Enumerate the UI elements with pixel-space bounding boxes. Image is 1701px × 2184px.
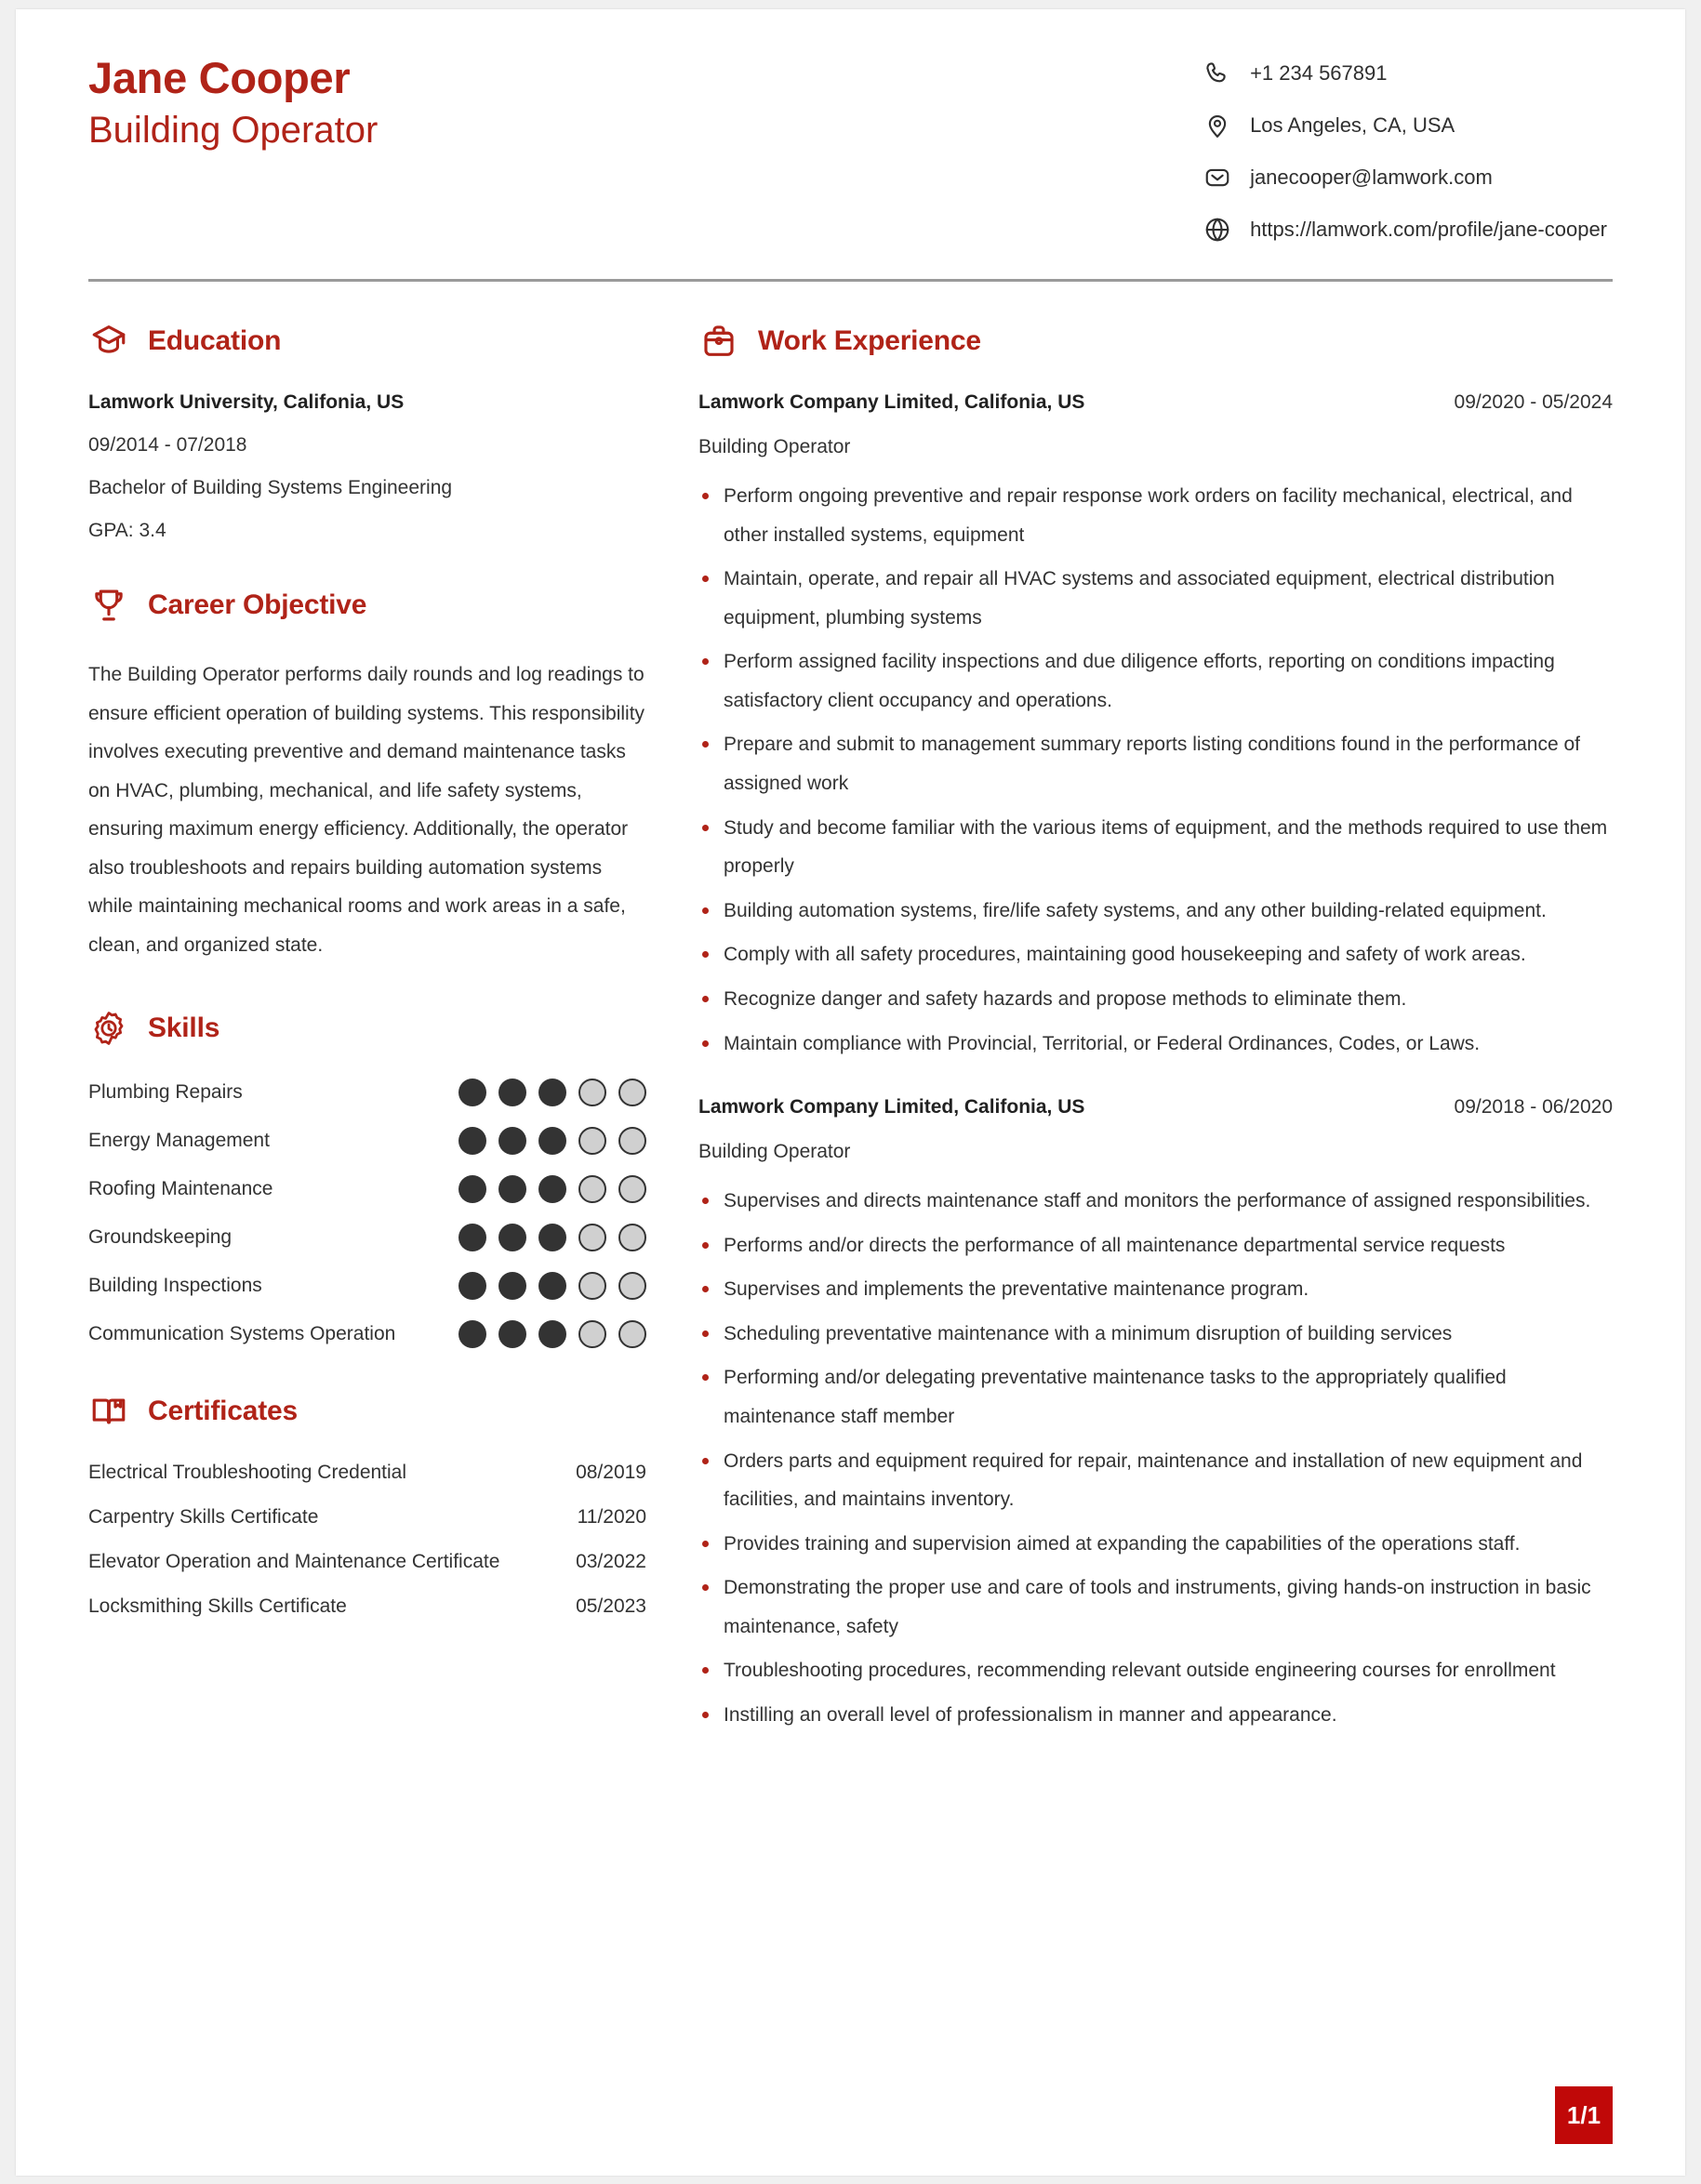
contact-website [1202, 214, 1607, 245]
skill-name: Communication Systems Operation [88, 1322, 396, 1344]
full-name: Jane Cooper [88, 53, 351, 102]
job-bullet: Recognize danger and safety hazards and propose methods to eliminate them. [698, 980, 1613, 1019]
certificate-row [88, 1595, 646, 1618]
open-book-icon [88, 1391, 129, 1432]
job-bullet: Provides training and supervision aimed at expanding the capabilities of the operations staff. [698, 1525, 1613, 1564]
certificate-date: 03/2022 [576, 1550, 646, 1572]
identity-block [88, 45, 378, 153]
phone-value: +1 234 567891 [1250, 61, 1388, 85]
certificate-row [88, 1551, 646, 1573]
job-header [698, 391, 1613, 414]
work-experience-title: Work Experience [758, 325, 981, 356]
rating-dot-filled [458, 1127, 486, 1155]
right-column [698, 321, 1613, 1778]
rating-dot-empty [618, 1320, 646, 1348]
rating-dot-filled [538, 1272, 566, 1300]
job-bullet: Prepare and submit to management summary reports listing conditions found in the performance of assigned work [698, 725, 1613, 802]
rating-dot-empty [578, 1079, 606, 1106]
job-bullet: Perform assigned facility inspections and due diligence efforts, reporting on conditions impacting satisfactory client occupancy and operations. [698, 642, 1613, 720]
certificate-row [88, 1462, 646, 1484]
certificate-date: 05/2023 [576, 1595, 646, 1617]
page-indicator-badge: 1/1 [1555, 2086, 1613, 2144]
rating-dot-filled [538, 1224, 566, 1251]
phone-icon [1202, 58, 1233, 89]
job-bullet: Scheduling preventative maintenance with a minimum disruption of building services [698, 1315, 1613, 1354]
resume-header [88, 9, 1613, 245]
skill-row [88, 1320, 646, 1348]
education-organization: Lamwork University, Califonia, US [88, 391, 405, 413]
job-bullet: Performing and/or delegating preventative maintenance tasks to the appropriately qualified maintenance staff member [698, 1358, 1613, 1436]
skill-rating [458, 1079, 646, 1106]
job-dates: 09/2018 - 06/2020 [1454, 1096, 1613, 1118]
gear-clock-icon [88, 1008, 129, 1049]
resume-body [88, 282, 1613, 1778]
section-education [88, 321, 646, 542]
rating-dot-filled [458, 1079, 486, 1106]
certificates-title: Certificates [148, 1395, 299, 1426]
job-role: Building Operator [698, 436, 851, 457]
certificates-heading [88, 1391, 646, 1432]
left-column [88, 321, 646, 1778]
rating-dot-filled [458, 1224, 486, 1251]
contact-list [1202, 45, 1613, 245]
job-organization: Lamwork Company Limited, Califonia, US [698, 391, 1085, 413]
job-bullet: Supervises and directs maintenance staff and monitors the performance of assigned responsibilities. [698, 1182, 1613, 1221]
rating-dot-filled [458, 1320, 486, 1348]
section-work-experience [698, 321, 1613, 1735]
job-dates: 09/2020 - 05/2024 [1454, 391, 1613, 413]
rating-dot-empty [578, 1175, 606, 1203]
job-entry [698, 1096, 1613, 1735]
education-gpa: GPA: 3.4 [88, 520, 166, 541]
skills-heading [88, 1008, 646, 1049]
certificate-name: Electrical Troubleshooting Credential [88, 1461, 407, 1483]
certificate-row [88, 1506, 646, 1529]
job-organization: Lamwork Company Limited, Califonia, US [698, 1096, 1085, 1118]
skill-row [88, 1224, 646, 1251]
rating-dot-filled [498, 1320, 526, 1348]
briefcase-icon [698, 321, 739, 362]
skill-name: Plumbing Repairs [88, 1080, 243, 1103]
job-bullets [698, 1182, 1613, 1735]
certificate-name: Locksmithing Skills Certificate [88, 1595, 347, 1617]
job-bullet: Performs and/or directs the performance of all maintenance departmental service requests [698, 1226, 1613, 1265]
skill-rating [458, 1224, 646, 1251]
contact-email [1202, 162, 1607, 193]
job-bullets [698, 477, 1613, 1063]
job-bullet: Orders parts and equipment required for repair, maintenance and installation of new equipment and facilities, and maintains inventory. [698, 1442, 1613, 1519]
rating-dot-filled [498, 1224, 526, 1251]
job-bullet: Study and become familiar with the various items of equipment, and the methods required to use them properly [698, 809, 1613, 886]
skills-title: Skills [148, 1012, 220, 1043]
job-bullet: Maintain compliance with Provincial, Territorial, or Federal Ordinances, Codes, or Laws. [698, 1025, 1613, 1064]
job-bullet: Instilling an overall level of professionalism in manner and appearance. [698, 1696, 1613, 1735]
education-heading [88, 321, 646, 362]
skills-list [88, 1079, 646, 1348]
rating-dot-filled [538, 1127, 566, 1155]
certificate-date: 11/2020 [577, 1505, 646, 1528]
job-header [698, 1096, 1613, 1118]
website-icon [1202, 214, 1233, 245]
skill-rating [458, 1320, 646, 1348]
job-bullet: Maintain, operate, and repair all HVAC systems and associated equipment, electrical distribution equipment, plumbing systems [698, 560, 1613, 637]
skill-row [88, 1079, 646, 1106]
skill-name: Groundskeeping [88, 1225, 233, 1248]
job-title: Building Operator [88, 109, 379, 151]
rating-dot-filled [458, 1272, 486, 1300]
education-dates: 09/2014 - 07/2018 [88, 434, 247, 456]
skill-row [88, 1175, 646, 1203]
location-icon [1202, 110, 1233, 141]
skill-row [88, 1272, 646, 1300]
objective-text: The Building Operator performs daily rounds and log readings to ensure efficient operation of building systems. This responsibility involves executing preventive and demand maintenance tasks on HVAC, plumbing, mechanical, and life safety systems, ensuring maximum energy efficiency. Additionally, the operator also troubleshoots and repairs building automation systems while maintaining mechanical rooms and work areas in a safe, clean, and organized state. [88, 664, 645, 957]
job-bullet: Perform ongoing preventive and repair response work orders on facility mechanical, electrical, and other installed systems, equipment [698, 477, 1613, 554]
location-value: Los Angeles, CA, USA [1250, 113, 1455, 137]
skill-rating [458, 1127, 646, 1155]
skill-name: Building Inspections [88, 1274, 262, 1296]
email-icon [1202, 162, 1233, 193]
section-skills [88, 1008, 646, 1348]
skill-row [88, 1127, 646, 1155]
email-value: janecooper@lamwork.com [1250, 165, 1493, 189]
job-role: Building Operator [698, 1141, 851, 1163]
certificate-date: 08/2019 [576, 1461, 646, 1483]
job-entry [698, 391, 1613, 1063]
rating-dot-filled [538, 1079, 566, 1106]
rating-dot-filled [498, 1079, 526, 1106]
job-bullet: Demonstrating the proper use and care of tools and instruments, giving hands-on instruction in basic maintenance, safety [698, 1569, 1613, 1646]
education-degree: Bachelor of Building Systems Engineering [88, 477, 453, 498]
contact-location [1202, 110, 1607, 141]
rating-dot-filled [458, 1175, 486, 1203]
certificates-list [88, 1462, 646, 1618]
skill-rating [458, 1175, 646, 1203]
job-bullet: Comply with all safety procedures, maintaining good housekeeping and safety of work areas. [698, 935, 1613, 974]
rating-dot-empty [618, 1224, 646, 1251]
certificate-name: Elevator Operation and Maintenance Certificate [88, 1550, 500, 1572]
rating-dot-empty [618, 1272, 646, 1300]
graduation-cap-icon [88, 321, 129, 362]
rating-dot-filled [538, 1175, 566, 1203]
rating-dot-empty [578, 1224, 606, 1251]
rating-dot-empty [578, 1320, 606, 1348]
education-title: Education [148, 325, 282, 356]
skill-rating [458, 1272, 646, 1300]
objective-heading [88, 585, 646, 626]
certificate-name: Carpentry Skills Certificate [88, 1505, 319, 1528]
rating-dot-empty [618, 1127, 646, 1155]
skill-name: Energy Management [88, 1129, 270, 1151]
trophy-icon [88, 585, 129, 626]
section-career-objective [88, 585, 646, 965]
rating-dot-filled [538, 1320, 566, 1348]
objective-title: Career Objective [148, 589, 367, 620]
resume-page [16, 9, 1685, 2176]
rating-dot-empty [618, 1079, 646, 1106]
job-bullet: Building automation systems, fire/life safety systems, and any other building-related equipment. [698, 892, 1613, 931]
rating-dot-empty [578, 1127, 606, 1155]
rating-dot-filled [498, 1175, 526, 1203]
jobs-list [698, 391, 1613, 1735]
rating-dot-filled [498, 1127, 526, 1155]
website-value: https://lamwork.com/profile/jane-cooper [1250, 218, 1607, 241]
rating-dot-empty [618, 1175, 646, 1203]
job-spacer [698, 1072, 1613, 1096]
section-certificates [88, 1391, 646, 1618]
contact-phone [1202, 58, 1607, 89]
job-bullet: Troubleshooting procedures, recommending relevant outside engineering courses for enrollment [698, 1651, 1613, 1690]
rating-dot-filled [498, 1272, 526, 1300]
rating-dot-empty [578, 1272, 606, 1300]
job-bullet: Supervises and implements the preventative maintenance program. [698, 1270, 1613, 1309]
work-experience-heading [698, 321, 1613, 362]
skill-name: Roofing Maintenance [88, 1177, 273, 1199]
